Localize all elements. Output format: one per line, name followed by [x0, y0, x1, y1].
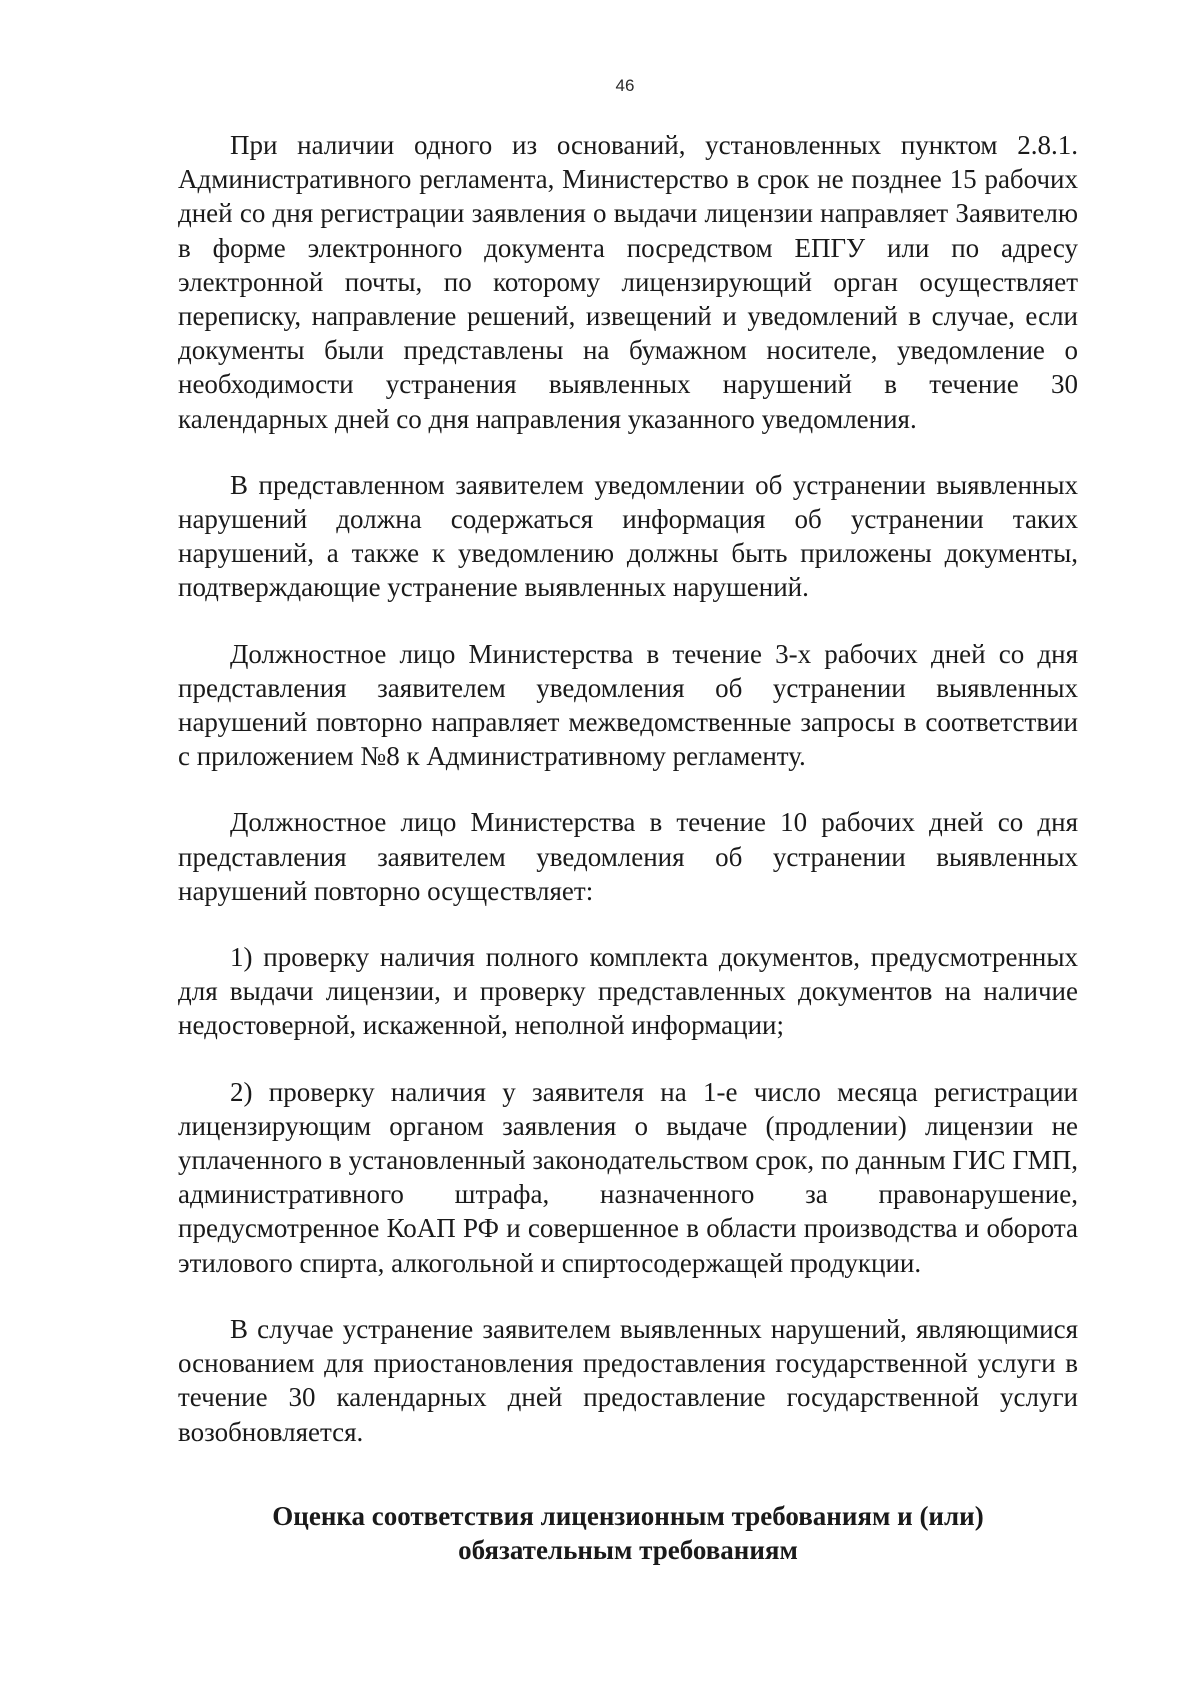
section-heading-line-2: обязательным требованиям	[458, 1534, 798, 1565]
paragraph-service-resumption: В случае устранение заявителем выявленных нарушений, являющимися основанием для приостановления предоставления государственной услуги в течение 30 календарных дней предоставление государственной услуги возобновляется.	[178, 1313, 1078, 1447]
paragraph-notification-content: В представленном заявителем уведомлении об устранении выявленных нарушений должна содержаться информация об устранении таких нарушений, а также к уведомлению должны быть приложены документы, подтверждающие устранение выявленных нарушений.	[178, 469, 1078, 603]
page-number: 46	[615, 76, 635, 95]
paragraph-repeat-requests: Должностное лицо Министерства в течение 3-х рабочих дней со дня представления заявителем уведомления об устранении выявленных нарушений повторно направляет межведомственные запросы в соответствии с приложением №8 к Административному регламенту.	[178, 638, 1078, 772]
section-heading	[178, 1499, 1078, 1567]
section-heading-line-1: Оценка соответствия лицензионным требованиям и (или)	[272, 1500, 984, 1531]
list-item-fine-check: 2) проверку наличия у заявителя на 1-е число месяца регистрации лицензирующим органом заявления о выдаче (продлении) лицензии не уплаченного в установленный законодательством срок, по данным ГИС ГМП, административного штрафа, назначенного за правонарушение, предусмотренное КоАП РФ и совершенное в области производства и оборота этилового спирта, алкогольной и спиртосодержащей продукции.	[178, 1076, 1078, 1278]
list-item-document-check: 1) проверку наличия полного комплекта документов, предусмотренных для выдачи лицензии, и проверку представленных документов на наличие недостоверной, искаженной, неполной информации;	[178, 942, 1078, 1041]
paragraph-notification-deadline: При наличии одного из оснований, установленных пунктом 2.8.1. Административного регламента, Министерство в срок не позднее 15 рабочих дней со дня регистрации заявления о выдачи лицензии направляет Заявителю в форме электронного документа посредством ЕПГУ или по адресу электронной почты, по которому лицензирующий орган осуществляет переписку, направление решений, извещений и уведомлений в случае, если документы были представлены на бумажном носителе, уведомление о необходимости устранения выявленных нарушений в течение 30 календарных дней со дня направления указанного уведомления.	[178, 130, 1078, 434]
document-body	[178, 128, 1078, 1567]
paragraph-repeat-checks: Должностное лицо Министерства в течение 10 рабочих дней со дня представления заявителем уведомления об устранении выявленных нарушений повторно осуществляет:	[178, 807, 1078, 906]
